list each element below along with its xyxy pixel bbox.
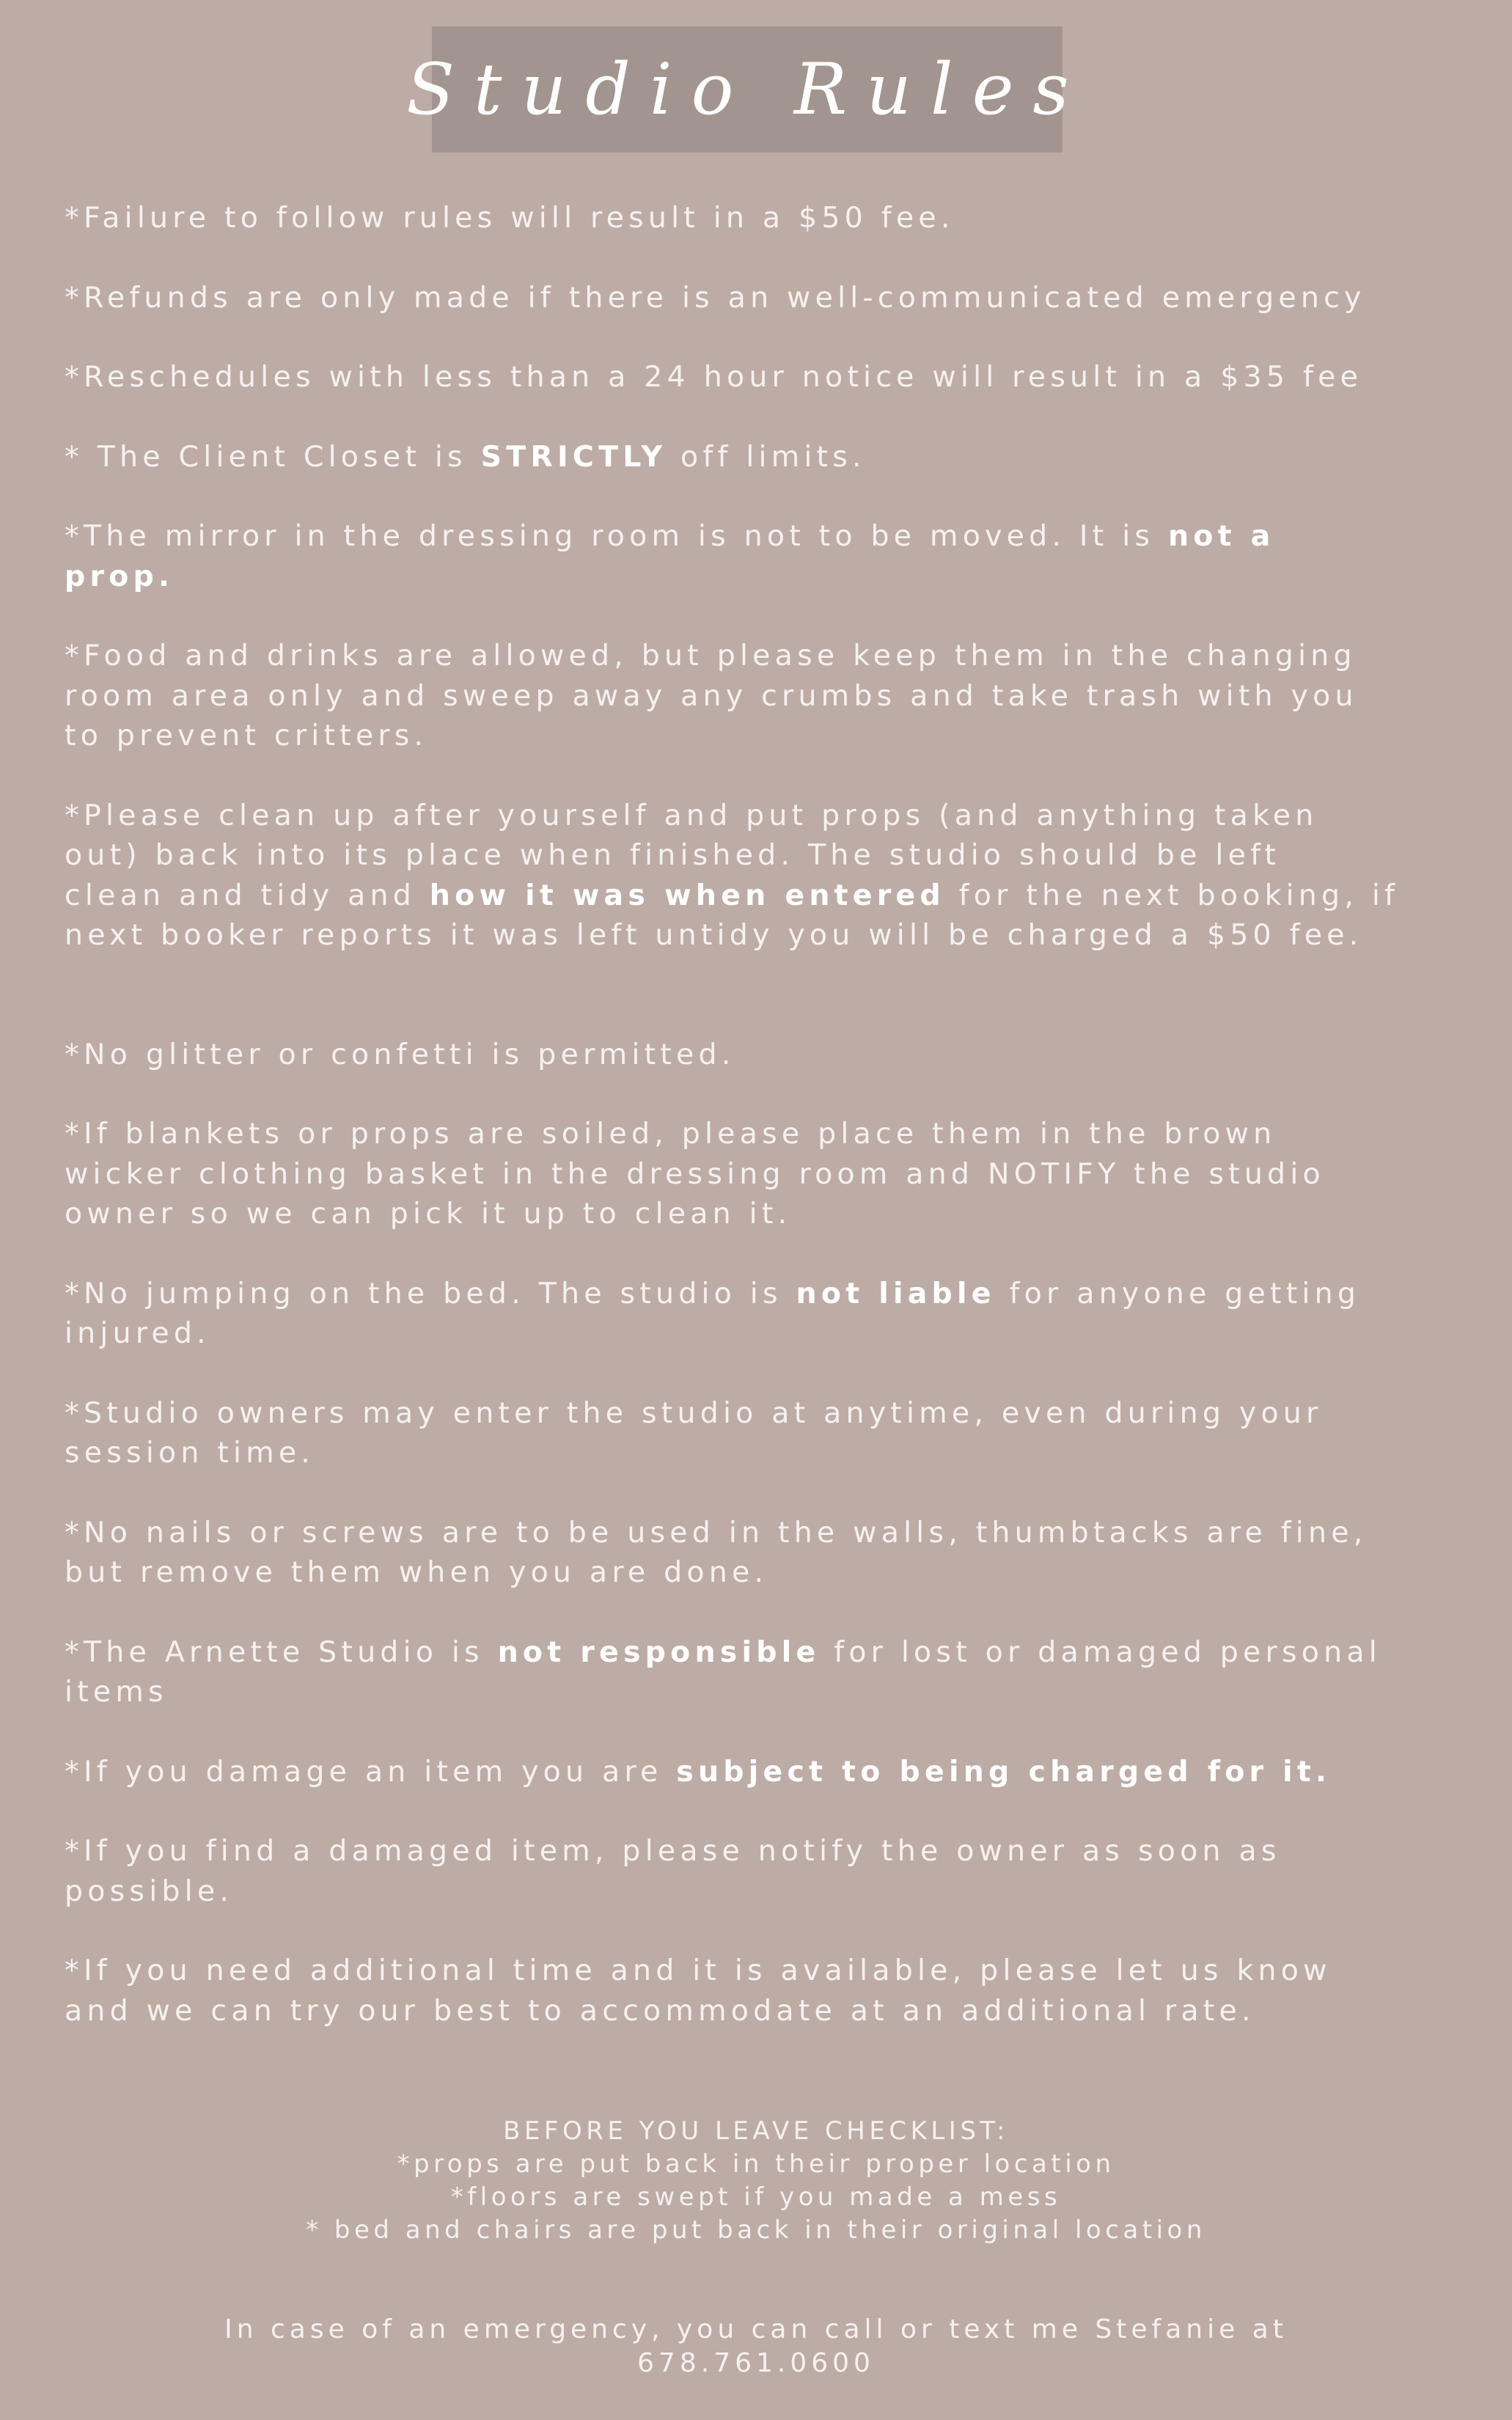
checklist [0, 2115, 1512, 2247]
rule-item [65, 1951, 1472, 2031]
rule-text: * The Client Closet is [65, 439, 481, 474]
rule-text: *If you find a damaged item, please notify the owner as soon as possible. [65, 1834, 1281, 1908]
rule-text: *No jumping on the bed. The studio is [65, 1276, 796, 1310]
rule-text: *Refunds are only made if there is an well-communicated emergency [65, 280, 1366, 315]
contact-text: In case of an emergency, you can call or text me Stefanie at [224, 2314, 1288, 2344]
rule-text: for the next booking, if next booker reports it was left untidy you will be charged a $50 fee. [65, 878, 1400, 952]
title-banner [406, 26, 1088, 153]
rule-text: *No glitter or confetti is permitted. [65, 1037, 735, 1071]
rule-text: *If blankets or props are soiled, please place them in the brown wicker clothing basket in the dressing room and NOTIFY the studio owner so we can pick it up to clean it. [65, 1117, 1325, 1231]
rule-emphasis: how it was when entered [429, 878, 945, 912]
rule-text: *Food and drinks are allowed, but please keep them in the changing room area only and sweep away any crumbs and take trash with you to prevent critters. [65, 639, 1358, 752]
rule-text: off limits. [667, 439, 866, 474]
rule-text: for lost or damaged personal items [65, 1635, 1381, 1709]
checklist-item: *props are put back in their proper location [397, 2149, 1115, 2179]
rule-item [65, 1035, 1472, 1075]
rule-text: *If you need additional time and it is available, please let us know and we can try our best to accommodate at an additional rate. [65, 1954, 1332, 2028]
rule-emphasis: not liable [796, 1276, 996, 1310]
rule-emphasis: not responsible [497, 1635, 821, 1669]
rule-item [65, 198, 1472, 238]
rule-item [65, 1513, 1472, 1593]
rule-item [65, 357, 1472, 397]
rule-item [65, 516, 1472, 596]
checklist-item: *floors are swept if you made a mess [450, 2182, 1062, 2212]
rule-text: *The mirror in the dressing room is not to be moved. It is [65, 519, 1168, 553]
rule-item [65, 437, 1472, 477]
rule-text: *If you damage an item you are [65, 1754, 677, 1789]
rule-text: *Studio owners may enter the studio at anytime, even during your session time. [65, 1396, 1323, 1470]
rule-text: *Please clean up after yourself and put props (and anything taken out) back into its place when finished. The studio should be left clean and tidy and [65, 798, 1318, 912]
contact-phone: 678.761.0600 [637, 2348, 875, 2378]
rule-text: *Failure to follow rules will result in a $50 fee. [65, 201, 955, 235]
checklist-item: * bed and chairs are put back in their original location [306, 2215, 1206, 2245]
rule-item [65, 636, 1472, 756]
rule-text: *Reschedules with less than a 24 hour notice will result in a $35 fee [65, 360, 1363, 394]
rule-item [65, 1274, 1472, 1354]
page-title: Studio Rules [406, 48, 1088, 131]
rule-item [65, 1393, 1472, 1473]
rule-emphasis: STRICTLY [480, 439, 667, 474]
rule-text: *No nails or screws are to be used in the walls, thumbtacks are fine, but remove them when you are done. [65, 1515, 1368, 1589]
rule-item [65, 1114, 1472, 1234]
rule-item [65, 278, 1472, 318]
rule-item [65, 1752, 1472, 1792]
rule-item [65, 796, 1472, 956]
rule-emphasis: not a prop. [65, 519, 1275, 593]
rule-item [65, 1632, 1472, 1712]
rule-text: for anyone getting injured. [65, 1276, 1361, 1350]
emergency-contact [0, 2313, 1512, 2380]
rule-item [65, 1831, 1472, 1911]
rule-text: *The Arnette Studio is [65, 1635, 498, 1669]
rule-emphasis: subject to being charged for it. [676, 1754, 1332, 1789]
rules-list [65, 198, 1472, 2070]
checklist-heading: BEFORE YOU LEAVE CHECKLIST: [503, 2116, 1009, 2146]
